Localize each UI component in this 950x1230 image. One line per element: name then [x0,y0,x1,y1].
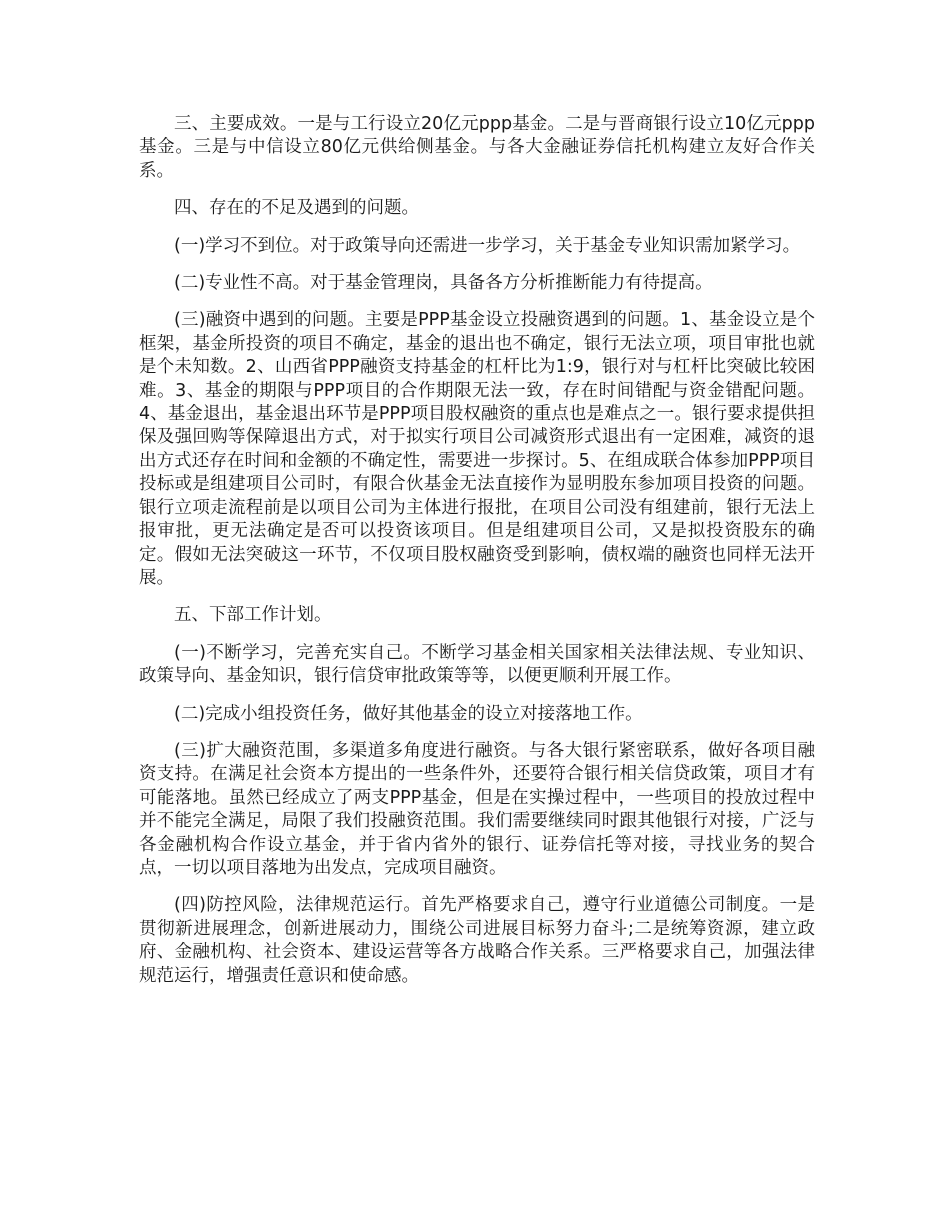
paragraph-main-results: 三、主要成效。一是与工行设立20亿元ppp基金。二是与晋商银行设立10亿元ppp基金。三是与中信设立80亿元供给侧基金。与各大金融证券信托机构建立友好合作关系。 [139,114,815,181]
heading-shortcomings: 四、存在的不足及遇到的问题。 [174,198,419,219]
paragraph-investment-tasks: (二)完成小组投资任务，做好其他基金的设立对接落地工作。 [174,703,643,724]
paragraph-continuous-learning: (一)不断学习，完善充实自己。不断学习基金相关国家相关法律法规、专业知识、政策导向、基金知识，银行信贷审批政策等等，以便更顺利开展工作。 [139,642,815,687]
paragraph-professionalism: (二)专业性不高。对于基金管理岗，具备各方分析推断能力有待提高。 [174,273,713,294]
paragraph-expand-financing: (三)扩大融资范围，多渠道多角度进行融资。与各大银行紧密联系，做好各项目融资支持。在满足社会资本方提出的一些条件外，还要符合银行相关信贷政策，项目才有可能落地。虽然已经成立了两支PPP基金，但是在实操过程中，一些项目的投放过程中并不能完全满足，局限了我们投融资范围。我们需要继续同时跟其他银行对接，广泛与各金融机构合作设立基金，并于省内省外的银行、证券信托等对接，寻找业务的契合点，一切以项目落地为出发点，完成项目融资。 [139,740,815,878]
paragraph-risk-control: (四)防控风险，法律规范运行。首先严格要求自己，遵守行业道德公司制度。一是贯彻新进展理念，创新进展动力，围绕公司进展目标努力奋斗;二是统筹资源，建立政府、金融机构、社会资本、建设运营等各方战略合作关系。三严格要求自己，加强法律规范运行，增强责任意识和使命感。 [139,895,815,986]
paragraph-financing-problems: (三)融资中遇到的问题。主要是PPP基金设立投融资遇到的问题。1、基金设立是个框架，基金所投资的项目不确定，基金的退出也不确定，银行无法立项，项目审批也就是个未知数。2、山西省PPP融资支持基金的杠杆比为1:9，银行对与杠杆比突破比较困难。3、基金的期限与PPP项目的合作期限无法一致，存在时间错配与资金错配问题。4、基金退出，基金退出环节是PPP项目股权融资的重点也是难点之一。银行要求提供担保及强回购等保障退出方式，对于拟实行项目公司减资形式退出有一定困难，减资的退出方式还存在时间和金额的不确定性，需要进一步探讨。5、在组成联合体参加PPP项目投标或是组建项目公司时，有限合伙基金无法直接作为显明股东参加项目投资的问题。银行立项走流程前是以项目公司为主体进行报批，在项目公司没有组建前，银行无法上报审批，更无法确定是否可以投资该项目。但是组建项目公司，又是拟投资股东的确定。假如无法突破这一环节，不仅项目股权融资受到影响，债权端的融资也同样无法开展。 [139,310,815,588]
heading-next-plan: 五、下部工作计划。 [174,605,332,626]
document-body [139,113,815,1002]
paragraph-learning: (一)学习不到位。对于政策导向还需进一步学习，关于基金专业知识需加紧学习。 [174,235,801,256]
